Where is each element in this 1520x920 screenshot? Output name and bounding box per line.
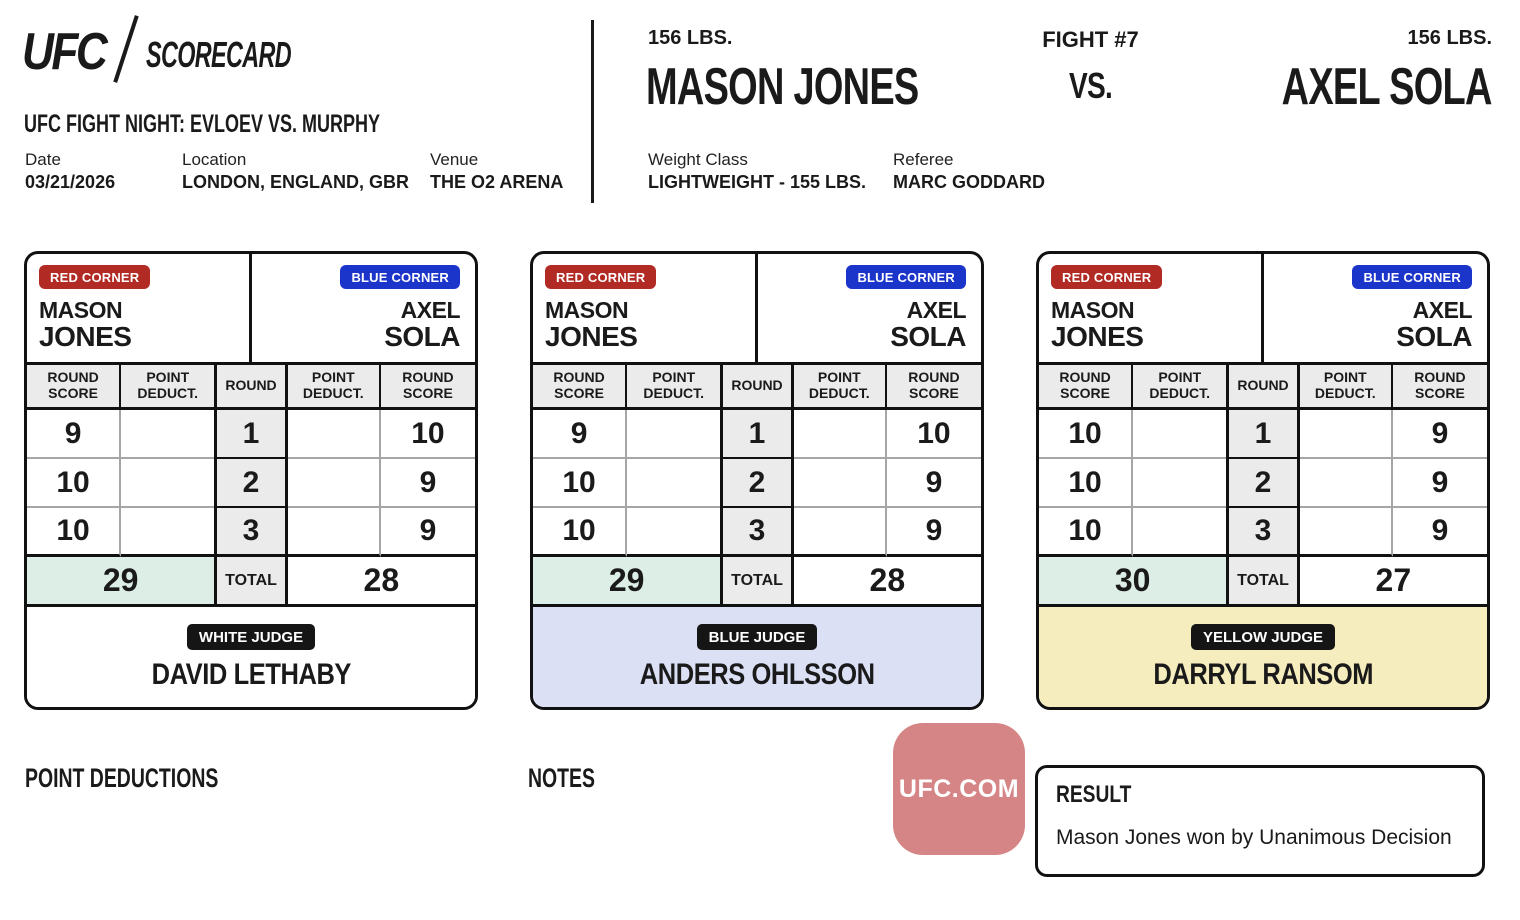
event-title: UFC FIGHT NIGHT: EVLOEV VS. MURPHY xyxy=(24,110,381,138)
blue-round-score: 9 xyxy=(1393,410,1487,459)
red-total-score: 29 xyxy=(27,557,214,604)
score-table xyxy=(1039,365,1487,604)
blue-first-name: AXEL xyxy=(1412,297,1472,323)
blue-total-score: 28 xyxy=(288,557,475,604)
red-corner-badge: RED CORNER xyxy=(545,265,656,289)
venue-value: THE O2 ARENA xyxy=(430,172,564,192)
fight-number: FIGHT #7 xyxy=(1042,27,1139,52)
red-round-score: 9 xyxy=(27,410,121,459)
round-number: 3 xyxy=(720,508,793,557)
red-point-deduction xyxy=(1133,508,1226,557)
red-point-deduction xyxy=(121,508,214,557)
red-corner-half xyxy=(533,254,758,362)
red-round-score: 10 xyxy=(533,508,627,557)
blue-round-score: 9 xyxy=(1393,459,1487,508)
blue-point-deduction xyxy=(288,410,381,459)
scorecard-blue-judge xyxy=(530,251,984,710)
red-corner-badge: RED CORNER xyxy=(39,265,150,289)
red-corner-half xyxy=(27,254,252,362)
col-header-point-deduct: POINT DEDUCT. xyxy=(627,365,720,410)
notes-heading: NOTES xyxy=(528,763,595,793)
red-total-score: 29 xyxy=(533,557,720,604)
weight-class-label: Weight Class xyxy=(648,150,748,169)
blue-total-score: 28 xyxy=(794,557,981,604)
red-round-score: 9 xyxy=(533,410,627,459)
col-header-round-score: ROUND SCORE xyxy=(1039,365,1133,410)
date-label: Date xyxy=(25,150,61,169)
round-number: 2 xyxy=(1226,459,1299,508)
total-label: TOTAL xyxy=(1226,557,1299,604)
col-header-round-score: ROUND SCORE xyxy=(533,365,627,410)
judge-name: ANDERS OHLSSON xyxy=(639,658,875,691)
blue-fighter-weight: 156 LBS. xyxy=(1407,27,1492,49)
round-number: 3 xyxy=(214,508,287,557)
red-round-score: 10 xyxy=(1039,459,1133,508)
col-header-round: ROUND xyxy=(1226,365,1299,410)
col-header-round-score: ROUND SCORE xyxy=(1393,365,1487,410)
red-fighter-weight: 156 LBS. xyxy=(648,27,733,49)
judge-name: DAVID LETHABY xyxy=(151,658,351,691)
red-round-score: 10 xyxy=(533,459,627,508)
col-header-round-score: ROUND SCORE xyxy=(27,365,121,410)
judge-color-badge: YELLOW JUDGE xyxy=(1191,624,1335,650)
blue-corner-half xyxy=(758,254,981,362)
venue-label: Venue xyxy=(430,150,479,169)
ufc-logo xyxy=(22,22,120,82)
scorecard-white-judge xyxy=(24,251,478,710)
red-point-deduction xyxy=(627,410,720,459)
red-point-deduction xyxy=(1133,459,1226,508)
blue-round-score: 9 xyxy=(1393,508,1487,557)
ufc-logo-text: UFC xyxy=(22,23,106,81)
blue-point-deduction xyxy=(794,459,887,508)
location-label: Location xyxy=(182,150,247,169)
fighter-names-header xyxy=(1039,254,1487,365)
blue-point-deduction xyxy=(288,508,381,557)
blue-corner-badge: BLUE CORNER xyxy=(1352,265,1472,289)
score-table xyxy=(27,365,475,604)
score-table xyxy=(533,365,981,604)
round-number: 1 xyxy=(214,410,287,459)
result-heading: RESULT xyxy=(1056,781,1132,808)
blue-point-deduction xyxy=(1300,410,1393,459)
blue-corner-half xyxy=(252,254,475,362)
round-number: 1 xyxy=(1226,410,1299,459)
red-point-deduction xyxy=(627,459,720,508)
location-value: LONDON, ENGLAND, GBR xyxy=(182,172,409,192)
blue-round-score: 9 xyxy=(381,459,475,508)
col-header-round-score: ROUND SCORE xyxy=(381,365,475,410)
blue-point-deduction xyxy=(1300,459,1393,508)
blue-first-name: AXEL xyxy=(400,297,460,323)
red-last-name: JONES xyxy=(545,321,638,353)
red-first-name: MASON xyxy=(39,297,123,323)
weight-class-value: LIGHTWEIGHT - 155 LBS. xyxy=(648,172,867,192)
blue-corner-badge: BLUE CORNER xyxy=(846,265,966,289)
vs-label: VS. xyxy=(1069,65,1112,106)
round-number: 3 xyxy=(1226,508,1299,557)
red-point-deduction xyxy=(121,459,214,508)
fighter-names-header xyxy=(27,254,475,365)
blue-round-score: 9 xyxy=(887,508,981,557)
col-header-point-deduct: POINT DEDUCT. xyxy=(1300,365,1393,410)
blue-round-score: 10 xyxy=(381,410,475,459)
referee-value: MARC GODDARD xyxy=(893,172,1045,192)
col-header-point-deduct: POINT DEDUCT. xyxy=(121,365,214,410)
judge-footer xyxy=(27,604,475,707)
blue-total-score: 27 xyxy=(1300,557,1487,604)
red-point-deduction xyxy=(121,410,214,459)
red-round-score: 10 xyxy=(1039,410,1133,459)
blue-last-name: SOLA xyxy=(1396,321,1472,353)
col-header-round-score: ROUND SCORE xyxy=(887,365,981,410)
red-last-name: JONES xyxy=(39,321,132,353)
ufc-com-logo xyxy=(893,723,1025,855)
col-header-round: ROUND xyxy=(720,365,793,410)
round-number: 2 xyxy=(214,459,287,508)
red-point-deduction xyxy=(1133,410,1226,459)
red-round-score: 10 xyxy=(1039,508,1133,557)
blue-round-score: 9 xyxy=(887,459,981,508)
result-text: Mason Jones won by Unanimous Decision xyxy=(1056,826,1452,849)
red-first-name: MASON xyxy=(545,297,629,323)
blue-corner-badge: BLUE CORNER xyxy=(340,265,460,289)
scorecard-yellow-judge xyxy=(1036,251,1490,710)
blue-round-score: 10 xyxy=(887,410,981,459)
col-header-point-deduct: POINT DEDUCT. xyxy=(794,365,887,410)
red-round-score: 10 xyxy=(27,508,121,557)
blue-round-score: 9 xyxy=(381,508,475,557)
blue-point-deduction xyxy=(1300,508,1393,557)
red-fighter-name: MASON JONES xyxy=(646,58,919,116)
blue-corner-half xyxy=(1264,254,1487,362)
red-point-deduction xyxy=(627,508,720,557)
point-deductions-heading: POINT DEDUCTIONS xyxy=(25,763,219,793)
round-number: 2 xyxy=(720,459,793,508)
judge-color-badge: BLUE JUDGE xyxy=(697,624,818,650)
red-last-name: JONES xyxy=(1051,321,1144,353)
col-header-point-deduct: POINT DEDUCT. xyxy=(288,365,381,410)
ufc-com-logo-text: UFC.COM xyxy=(898,774,1020,803)
judge-footer xyxy=(1039,604,1487,707)
blue-first-name: AXEL xyxy=(906,297,966,323)
red-round-score: 10 xyxy=(27,459,121,508)
blue-point-deduction xyxy=(794,508,887,557)
judge-footer xyxy=(533,604,981,707)
col-header-point-deduct: POINT DEDUCT. xyxy=(1133,365,1226,410)
judge-name: DARRYL RANSOM xyxy=(1153,658,1373,691)
red-total-score: 30 xyxy=(1039,557,1226,604)
blue-point-deduction xyxy=(794,410,887,459)
judge-color-badge: WHITE JUDGE xyxy=(187,624,315,650)
red-first-name: MASON xyxy=(1051,297,1135,323)
blue-point-deduction xyxy=(288,459,381,508)
blue-fighter-name: AXEL SOLA xyxy=(1282,58,1492,116)
total-label: TOTAL xyxy=(214,557,287,604)
header-vertical-divider xyxy=(591,20,594,203)
red-corner-badge: RED CORNER xyxy=(1051,265,1162,289)
scorecard-wordmark: SCORECARD xyxy=(146,34,291,75)
round-number: 1 xyxy=(720,410,793,459)
date-value: 03/21/2026 xyxy=(25,172,116,192)
col-header-round: ROUND xyxy=(214,365,287,410)
result-box xyxy=(1035,765,1485,877)
blue-last-name: SOLA xyxy=(384,321,460,353)
blue-last-name: SOLA xyxy=(890,321,966,353)
fight-center-block xyxy=(1003,27,1178,107)
referee-label: Referee xyxy=(893,150,954,169)
fighter-names-header xyxy=(533,254,981,365)
red-corner-half xyxy=(1039,254,1264,362)
total-label: TOTAL xyxy=(720,557,793,604)
